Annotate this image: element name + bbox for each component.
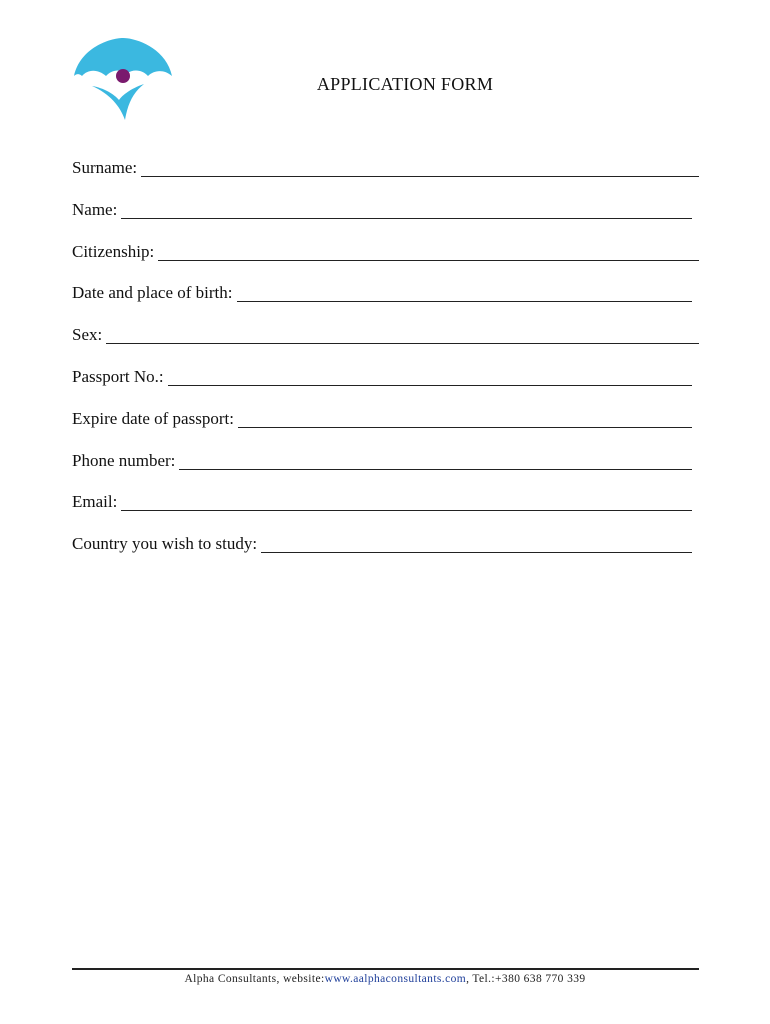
footer-website-link[interactable]: www.aalphaconsultants.com bbox=[324, 973, 467, 985]
citizenship-blank[interactable] bbox=[158, 260, 699, 261]
sex-field[interactable] bbox=[72, 325, 699, 367]
surname-label: Surname: bbox=[72, 158, 138, 177]
footer-divider bbox=[72, 968, 699, 970]
passport-number-label: Passport No.: bbox=[72, 366, 164, 386]
birth-date-place-label: Date and place of birth: bbox=[72, 283, 233, 303]
footer-company: Alpha Consultants, website: bbox=[184, 973, 325, 985]
name-field[interactable] bbox=[72, 200, 699, 242]
study-country-label: Country you wish to study: bbox=[72, 534, 258, 554]
passport-number-field[interactable] bbox=[72, 367, 699, 409]
passport-expiry-field[interactable] bbox=[72, 409, 699, 451]
phone-blank[interactable] bbox=[179, 469, 692, 470]
application-fields bbox=[72, 158, 699, 576]
footer-phone: , Tel.:+380 638 770 339 bbox=[466, 973, 586, 985]
phone-label: Phone number: bbox=[72, 450, 176, 470]
study-country-blank[interactable] bbox=[261, 552, 692, 553]
email-field[interactable] bbox=[72, 492, 699, 534]
birth-date-place-field[interactable] bbox=[72, 283, 699, 325]
citizenship-label: Citizenship: bbox=[72, 241, 155, 261]
passport-expiry-blank[interactable] bbox=[238, 427, 692, 428]
email-label: Email: bbox=[72, 492, 118, 512]
citizenship-field[interactable] bbox=[72, 242, 699, 284]
page-title: APPLICATION FORM bbox=[316, 74, 494, 94]
study-country-field[interactable] bbox=[72, 534, 699, 576]
name-blank[interactable] bbox=[121, 218, 692, 219]
passport-expiry-label: Expire date of passport: bbox=[72, 408, 234, 428]
email-blank[interactable] bbox=[121, 510, 692, 511]
phone-field[interactable] bbox=[72, 451, 699, 493]
surname-field[interactable] bbox=[72, 158, 699, 200]
footer bbox=[0, 973, 770, 985]
name-label: Name: bbox=[72, 199, 118, 219]
sex-label: Sex: bbox=[72, 325, 103, 345]
birth-date-place-blank[interactable] bbox=[237, 301, 693, 302]
surname-blank[interactable] bbox=[141, 176, 699, 177]
passport-number-blank[interactable] bbox=[168, 385, 692, 386]
sex-blank[interactable] bbox=[106, 343, 699, 344]
